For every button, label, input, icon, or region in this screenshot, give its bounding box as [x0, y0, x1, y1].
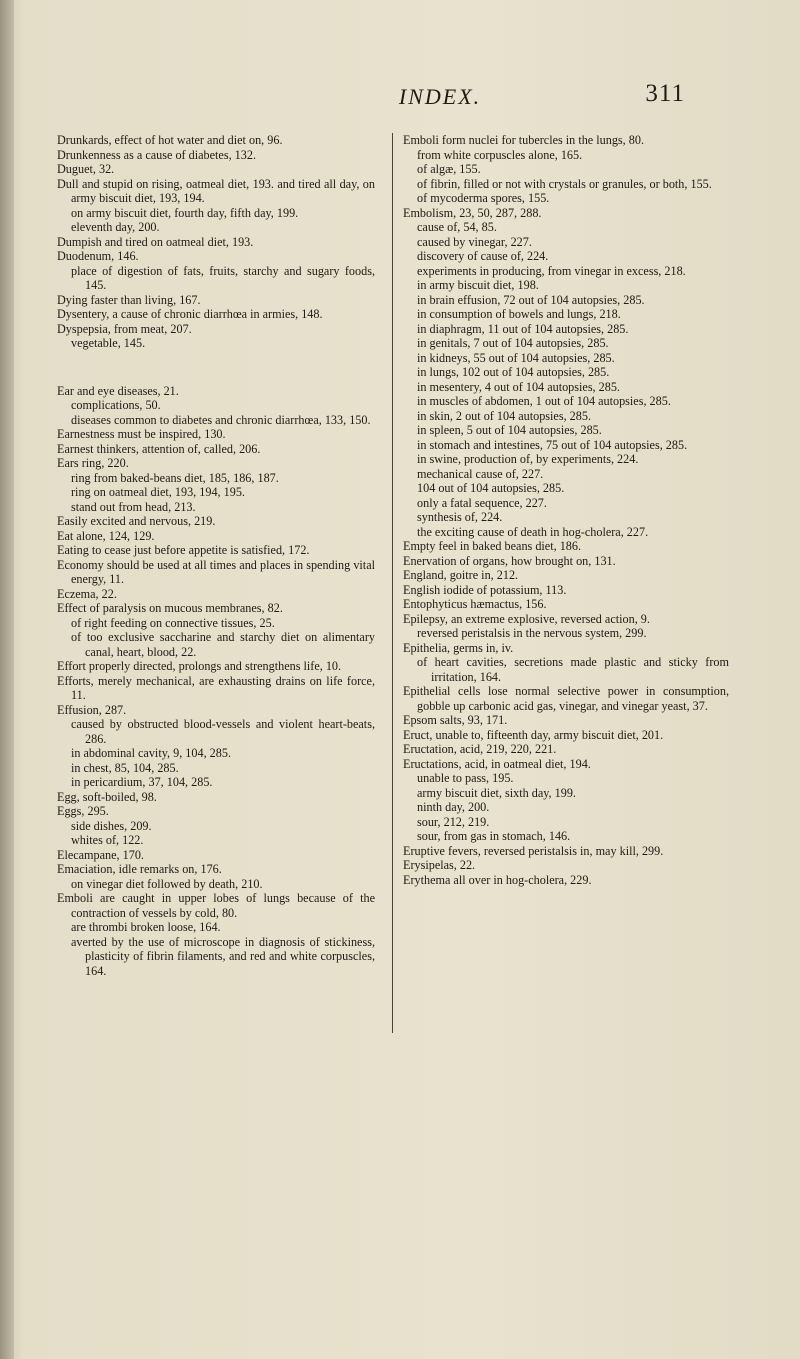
index-subentry: reversed peristalsis in the nervous system, 299. — [417, 626, 647, 640]
index-subentry: ring from baked-beans diet, 185, 186, 187. — [71, 470, 279, 485]
index-subentry: in skin, 2 out of 104 autopsies, 285. — [417, 408, 592, 423]
index-subentry: caused by vinegar, 227. — [417, 234, 532, 249]
index-subentry: in mesentery, 4 out of 104 autopsies, 285. — [417, 379, 620, 394]
index-entry: Embolism, 23, 50, 287, 288. — [403, 205, 542, 220]
index-subentry: in consumption of bowels and lungs, 218. — [417, 307, 621, 321]
index-subentry: in spleen, 5 out of 104 autopsies, 285. — [417, 423, 602, 437]
index-entry: Epithelial cells lose normal selective power in consumption, gobble up carbonic acid gas, vinegar, and vinegar yeast, 37. — [403, 684, 729, 713]
index-entry: Effort properly directed, prolongs and strengthens life, 10. — [57, 659, 342, 674]
index-entry: Erysipelas, 22. — [403, 858, 476, 872]
index-subentry: sour, from gas in stomach, 146. — [417, 829, 571, 843]
index-subentry: vegetable, 145. — [71, 336, 146, 350]
index-entry: Economy should be used at all times and places in spending vital energy, 11. — [57, 557, 375, 587]
index-entry: Earnestness must be inspired, 130. — [57, 427, 226, 442]
page-number: 311 — [645, 80, 685, 107]
index-subentry: discovery of cause of, 224. — [417, 249, 549, 263]
index-entry: Easily excited and nervous, 219. — [57, 514, 216, 529]
index-entry: Ears ring, 220. — [57, 456, 129, 471]
index-subentry: on vinegar diet followed by death, 210. — [71, 876, 263, 891]
index-subentry: army biscuit diet, sixth day, 199. — [417, 785, 576, 800]
index-entry: England, goitre in, 212. — [403, 568, 519, 582]
index-subentry: in diaphragm, 11 out of 104 autopsies, 285. — [417, 321, 629, 336]
index-entry: Emboli form nuclei for tubercles in the lungs, 80. — [403, 133, 644, 147]
index-subentry: in kidneys, 55 out of 104 autopsies, 285. — [417, 350, 615, 365]
index-entry: Dyspepsia, from meat, 207. — [57, 321, 192, 336]
index-subentry: stand out from head, 213. — [71, 499, 196, 514]
index-entry: Eating to cease just before appetite is satisfied, 172. — [57, 543, 310, 558]
index-subentry: in army biscuit diet, 198. — [417, 278, 539, 292]
index-subentry: 104 out of 104 autopsies, 285. — [417, 481, 565, 495]
index-subentry: cause of, 54, 85. — [417, 220, 497, 234]
index-subentry: experiments in producing, from vinegar in excess, 218. — [417, 263, 686, 278]
index-entry: Entophyticus hæmactus, 156. — [403, 597, 547, 611]
index-entry: Enervation of organs, how brought on, 131. — [403, 553, 616, 568]
index-entry: Eggs, 295. — [57, 804, 109, 819]
index-subentry: of fibrin, filled or not with crystals or granules, or both, 155. — [417, 176, 712, 191]
index-subentry: sour, 212, 219. — [417, 814, 490, 829]
index-entry: Eat alone, 124, 129. — [57, 528, 155, 543]
index-entry: Dumpish and tired on oatmeal diet, 193. — [57, 234, 254, 249]
page-binding-edge — [0, 0, 14, 1359]
index-subentry: from white corpuscles alone, 165. — [417, 147, 583, 162]
index-subentry: place of digestion of fats, fruits, starchy and sugary foods, 145. — [71, 263, 375, 292]
index-subentry: eleventh day, 200. — [71, 220, 160, 234]
index-entry: Dying faster than living, 167. — [57, 292, 201, 307]
index-entry: Epilepsy, an extreme explosive, reversed action, 9. — [403, 611, 650, 626]
index-subentry: in genitals, 7 out of 104 autopsies, 285. — [417, 336, 609, 350]
index-entry: Egg, soft-boiled, 98. — [57, 789, 157, 804]
index-entry: Empty feel in baked beans diet, 186. — [403, 539, 582, 553]
index-subentry: in abdominal cavity, 9, 104, 285. — [71, 746, 231, 761]
index-entry: Eruptive fevers, reversed peristalsis in, may kill, 299. — [403, 843, 664, 858]
index-entry: Eruct, unable to, fifteenth day, army biscuit diet, 201. — [403, 727, 664, 742]
index-entry: Drunkenness as a cause of diabetes, 132. — [57, 147, 256, 162]
index-subentry: in brain effusion, 72 out of 104 autopsies, 285. — [417, 292, 645, 307]
index-subentry: are thrombi broken loose, 164. — [71, 920, 221, 935]
index-entry: Earnest thinkers, attention of, called, 206. — [57, 441, 261, 456]
index-subentry: in lungs, 102 out of 104 autopsies, 285. — [417, 365, 610, 379]
index-subentry: in stomach and intestines, 75 out of 104 autopsies, 285. — [417, 437, 688, 452]
index-subentry: of algæ, 155. — [417, 162, 481, 176]
index-entry: Effusion, 287. — [57, 702, 127, 717]
index-subentry: mechanical cause of, 227. — [417, 466, 544, 481]
index-subentry: complications, 50. — [71, 398, 161, 413]
index-subentry: only a fatal sequence, 227. — [417, 495, 547, 510]
index-entry: Dull and stupid on rising, oatmeal diet, 193. and tired all day, on army biscuit diet, 193, 194. — [57, 176, 375, 205]
index-entry: Drunkards, effect of hot water and diet on, 96. — [57, 133, 283, 147]
index-subentry: ring on oatmeal diet, 193, 194, 195. — [71, 485, 245, 500]
index-column-left — [57, 133, 375, 978]
index-entry: Dysentery, a cause of chronic diarrhœa in armies, 148. — [57, 307, 323, 321]
index-subentry: the exciting cause of death in hog-cholera, 227. — [417, 524, 649, 539]
index-subentry: in pericardium, 37, 104, 285. — [71, 775, 213, 790]
index-subentry: synthesis of, 224. — [417, 510, 503, 524]
index-entry: English iodide of potassium, 113. — [403, 582, 567, 597]
index-subentry: of right feeding on connective tissues, 25. — [71, 615, 275, 630]
index-subentry: on army biscuit diet, fourth day, fifth day, 199. — [71, 205, 299, 220]
index-subentry: ninth day, 200. — [417, 800, 490, 814]
section-gap — [57, 363, 375, 372]
index-subentry: caused by obstructed blood-vessels and violent heart-beats, 286. — [71, 717, 375, 746]
index-entry: Emboli are caught in upper lobes of lungs because of the contraction of vessels by cold, 80. — [57, 891, 375, 920]
index-subentry: in chest, 85, 104, 285. — [71, 760, 179, 775]
index-entry: Epithelia, germs in, iv. — [403, 640, 514, 655]
index-subentry: diseases common to diabetes and chronic diarrhœa, 133, 150. — [71, 412, 371, 427]
index-subentry: of mycoderma spores, 155. — [417, 191, 550, 205]
index-entry: Efforts, merely mechanical, are exhausting drains on life force, 11. — [57, 673, 375, 703]
index-entry: Eructation, acid, 219, 220, 221. — [403, 742, 557, 756]
index-entry: Duguet, 32. — [57, 162, 115, 176]
index-entry: Emaciation, idle remarks on, 176. — [57, 862, 222, 877]
index-subentry: of heart cavities, secretions made plastic and sticky from irritation, 164. — [417, 655, 729, 684]
index-entry: Epsom salts, 93, 171. — [403, 713, 508, 727]
index-entry: Erythema all over in hog-cholera, 229. — [403, 872, 592, 887]
index-entry: Eructations, acid, in oatmeal diet, 194. — [403, 756, 591, 771]
index-entry: Duodenum, 146. — [57, 249, 139, 263]
index-entry: Ear and eye diseases, 21. — [57, 383, 179, 398]
index-subentry: whites of, 122. — [71, 833, 144, 848]
index-entry: Elecampane, 170. — [57, 847, 144, 862]
index-subentry: in swine, production of, by experiments, 224. — [417, 452, 639, 466]
index-entry: Eczema, 22. — [57, 586, 117, 601]
index-subentry: in muscles of abdomen, 1 out of 104 autopsies, 285. — [417, 394, 671, 408]
index-subentry: side dishes, 209. — [71, 818, 152, 833]
index-subentry: of too exclusive saccharine and starchy diet on alimentary canal, heart, blood, 22. — [71, 630, 375, 659]
index-subentry: unable to pass, 195. — [417, 771, 514, 785]
running-head: INDEX. — [398, 84, 482, 109]
index-column-right — [392, 133, 729, 1033]
index-entry: Effect of paralysis on mucous membranes, 82. — [57, 601, 283, 616]
index-subentry: averted by the use of microscope in diagnosis of stickiness, plasticity of fibrin filaments, and red and white corpuscles, 164. — [71, 934, 375, 978]
